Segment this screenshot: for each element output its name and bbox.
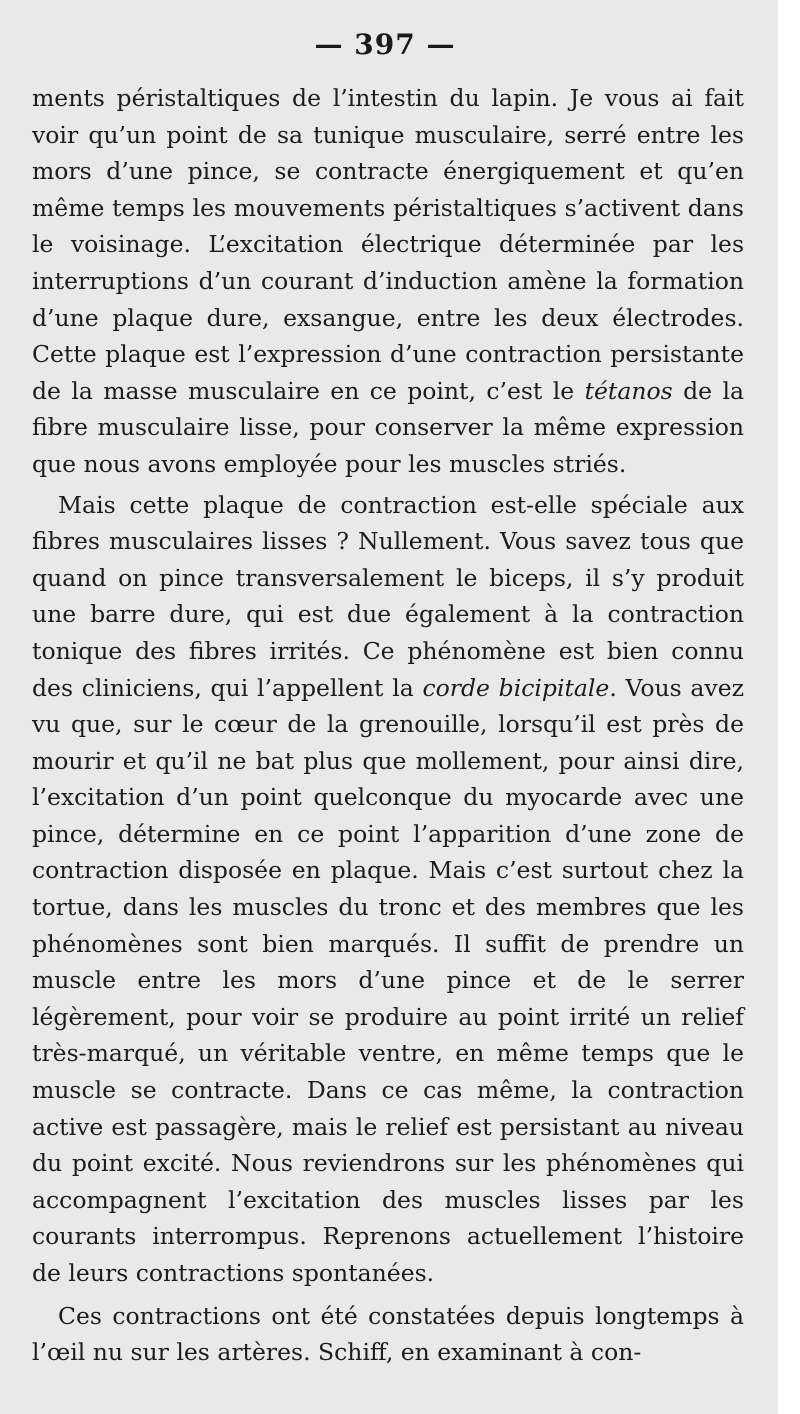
paragraph-1: [32, 80, 744, 483]
paragraph-2: [32, 487, 744, 1292]
italic-term-corde-bicipitale: corde bicipitale: [422, 673, 610, 702]
paragraph-2-text-end: . Vous avez vu que, sur le cœur de la grenouille, lorsqu’il est près de mourir et qu’il ne bat plus que mollement, pour ainsi dire, l’excitation d’un point quelconque du myocarde avec une pince, détermine en ce point l’apparition d’une zone de contraction disposée en plaque. Mais c’est surtout chez la tortue, dans les muscles du tronc et des membres que les phénomènes sont bien marqués. Il suffit de prendre un muscle entre les mors d’une pince et de le serrer légèrement, pour voir se produire au point irrité un relief très-marqué, un véritable ventre, en même temps que le muscle se contracte. Dans ce cas même, la contraction active est passagère, mais le relief est persistant au niveau du point excité. Nous reviendrons sur les phénomènes qui accompagnent l’excitation des muscles lisses par les courants interrompus. Reprenons actuellement l’histoire de leurs contractions spontanées.: [32, 673, 744, 1287]
paragraph-2-text: Mais cette plaque de contraction est-elle spéciale aux fibres musculaires lisses ? Nullement. Vous savez tous que quand on pince transversalement le biceps, il s’y produit une barre dure, qui est due également à la contraction tonique des fibres irrités. Ce phénomène est bien connu des cliniciens, qui l’appellent la: [32, 490, 744, 702]
paragraph-1-text: ments péristaltiques de l’intestin du lapin. Je vous ai fait voir qu’un point de sa tunique musculaire, serré entre les mors d’une pince, se contracte énergiquement et qu’en même temps les mouvements péristaltiques s’activent dans le voisinage. L’excitation électrique déterminée par les interruptions d’un courant d’induction amène la formation d’une plaque dure, exsangue, entre les deux électrodes. Cette plaque est l’expression d’une contraction persistante de la masse musculaire en ce point, c’est le: [32, 84, 744, 405]
paragraph-3: [32, 1298, 744, 1371]
page-number: — 397 —: [314, 28, 456, 61]
italic-term-tetanos: tétanos: [584, 376, 673, 405]
paragraph-1-text-end: de la fibre musculaire lisse, pour conserver la même expression que nous avons employée pour les muscles striés.: [32, 376, 744, 478]
paragraph-3-text: Ces contractions ont été constatées depuis longtemps à l’œil nu sur les artères. Schiff, en examinant à con-: [32, 1301, 744, 1367]
body-text: [32, 80, 744, 1371]
page-margin-edge: [778, 0, 800, 1414]
